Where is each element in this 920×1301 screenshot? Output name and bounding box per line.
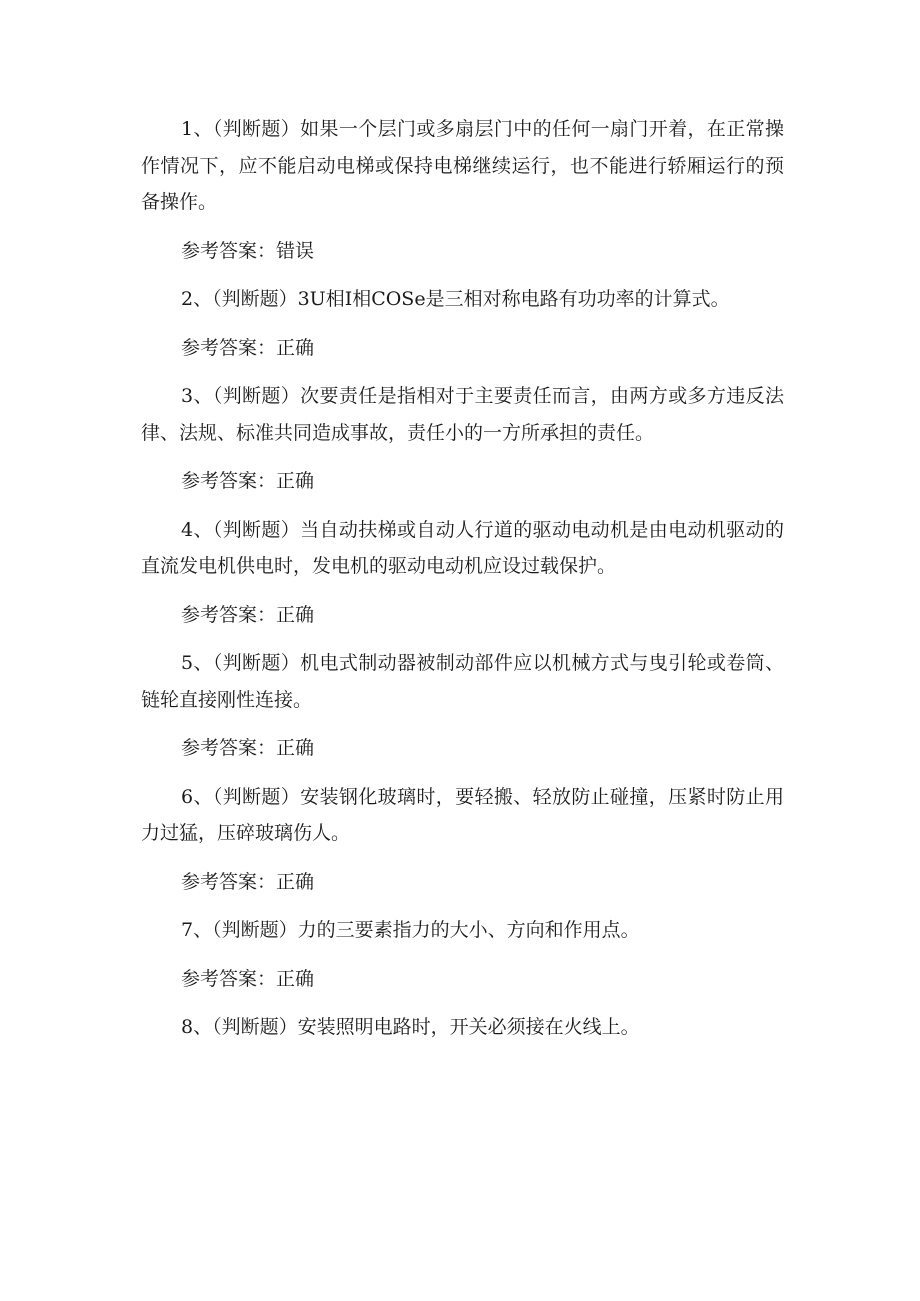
question-2-answer: 参考答案：正确 xyxy=(181,336,315,359)
question-1-answer: 参考答案：错误 xyxy=(181,239,315,262)
question-8-text: 8、（判断题）安装照明电路时，开关必须接在火线上。 xyxy=(181,1016,640,1038)
question-4-text: 4、（判断题）当自动扶梯或自动人行道的驱动电动机是由电动机驱动的直流发电机供电时，发电机的驱动电动机应设过载保护。 xyxy=(141,518,784,577)
question-5-text: 5、（判断题）机电式制动器被制动部件应以机械方式与曳引轮或卷筒、链轮直接刚性连接。 xyxy=(141,652,784,711)
question-list xyxy=(141,111,784,1058)
question-1-text: 1、（判断题）如果一个层门或多扇层门中的任何一扇门开着，在正常操作情况下，应不能启动电梯或保持电梯继续运行，也不能进行轿厢运行的预备操作。 xyxy=(141,118,784,213)
question-5-answer: 参考答案：正确 xyxy=(181,737,315,759)
question-2-text: 2、（判断题）3U相I相COSe是三相对称电路有功功率的计算式。 xyxy=(181,288,730,310)
question-3-text: 3、（判断题）次要责任是指相对于主要责任而言，由两方或多方违反法律、法规、标准共同造成事故，责任小的一方所承担的责任。 xyxy=(141,385,784,444)
question-7-text: 7、（判断题）力的三要素指力的大小、方向和作用点。 xyxy=(181,919,640,941)
question-3-answer: 参考答案：正确 xyxy=(181,470,315,492)
question-4-answer: 参考答案：正确 xyxy=(181,603,315,626)
question-6-text: 6、（判断题）安装钢化玻璃时，要轻搬、轻放防止碰撞，压紧时防止用力过猛，压碎玻璃伤人。 xyxy=(141,785,784,844)
question-7-answer: 参考答案：正确 xyxy=(181,967,315,990)
question-6-answer: 参考答案：正确 xyxy=(181,870,315,893)
